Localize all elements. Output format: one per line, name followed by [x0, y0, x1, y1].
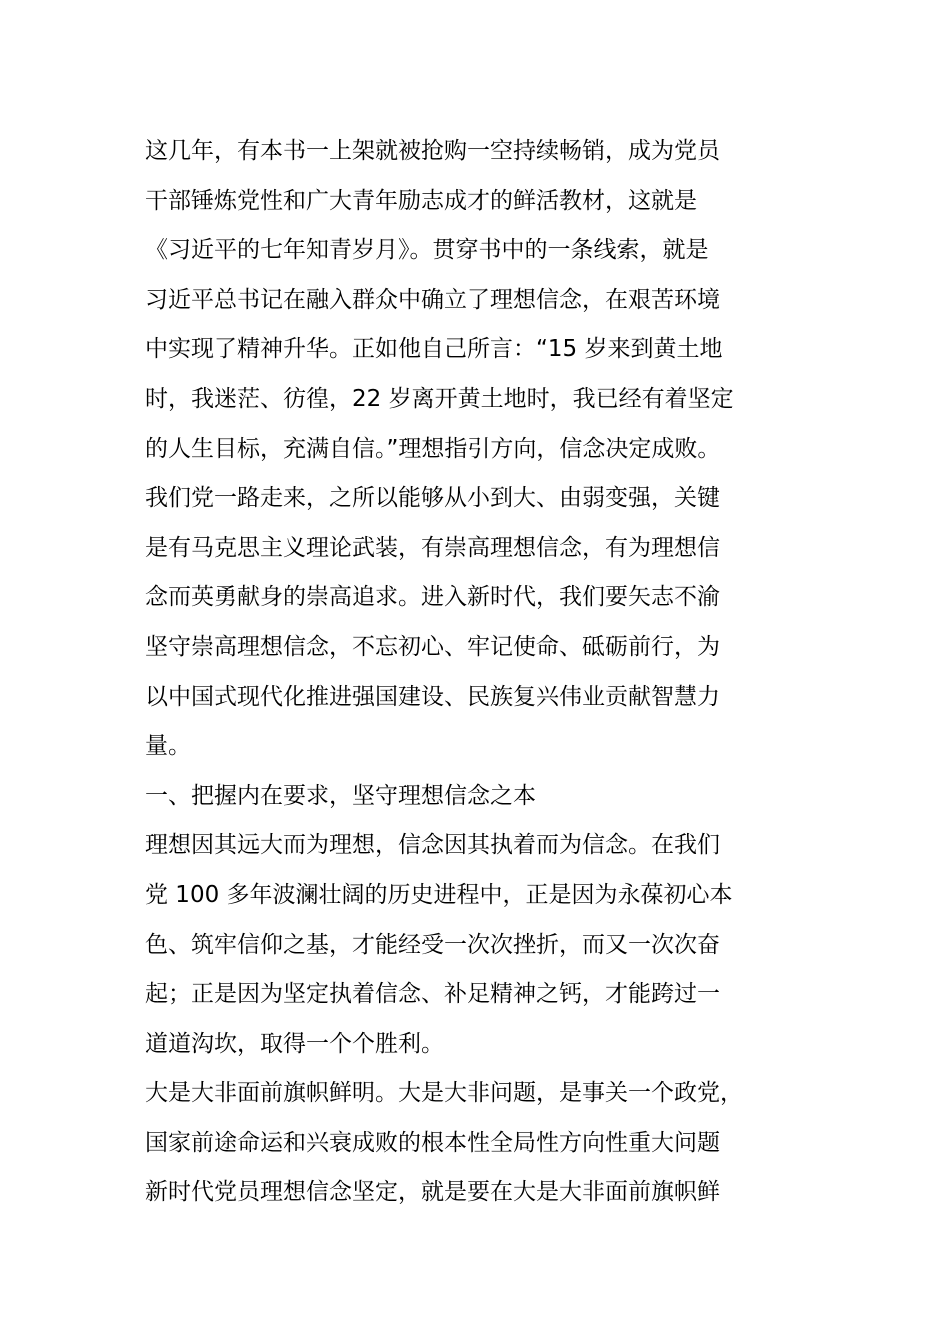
text-line: 我们党一路走来，之所以能够从小到大、由弱变强，关键 [145, 485, 720, 512]
text-line: 干部锤炼党性和广大青年励志成才的鲜活教材，这就是 [145, 187, 697, 214]
text-line: 坚守崇高理想信念，不忘初心、牢记使命、砥砺前行，为 [145, 633, 720, 660]
text-line: 大是大非面前旗帜鲜明。大是大非问题，是事关一个政党， [145, 1080, 743, 1107]
text-line: 理想因其远大而为理想，信念因其执着而为信念。在我们 [145, 832, 720, 859]
document-body [145, 127, 835, 1218]
text-line: 色、筑牢信仰之基，才能经受一次次挫折，而又一次次奋 [145, 931, 720, 958]
text-line: 时，我迷茫、彷徨，22 岁离开黄土地时，我已经有着坚定 [145, 385, 734, 412]
text-line: 国家前途命运和兴衰成败的根本性全局性方向性重大问题 [145, 1129, 720, 1156]
text-line: 念而英勇献身的崇高追求。进入新时代，我们要矢志不渝 [145, 584, 720, 611]
section-heading: 一、把握内在要求，坚守理想信念之本 [145, 782, 536, 809]
text-line: 的人生目标，充满自信。”理想指引方向，信念决定成败。 [145, 435, 721, 462]
text-line: 《习近平的七年知青岁月》。贯穿书中的一条线索，就是 [145, 237, 709, 264]
text-line: 中实现了精神升华。正如他自己所言：“15 岁来到黄土地 [145, 336, 723, 363]
text-line: 习近平总书记在融入群众中确立了理想信念，在艰苦环境 [145, 286, 720, 313]
text-line: 量。 [145, 733, 191, 760]
text-line: 道道沟坎，取得一个个胜利。 [145, 1030, 444, 1057]
text-line: 这几年，有本书一上架就被抢购一空持续畅销，成为党员 [145, 138, 720, 164]
text-line: 起；正是因为坚定执着信念、补足精神之钙，才能跨过一 [145, 981, 720, 1008]
text-line: 以中国式现代化推进强国建设、民族复兴伟业贡献智慧力 [145, 683, 720, 710]
text-line: 党 100 多年波澜壮阔的历史进程中，正是因为永葆初心本 [145, 881, 733, 908]
text-line: 是有马克思主义理论武装，有崇高理想信念，有为理想信 [145, 534, 720, 561]
text-line: 新时代党员理想信念坚定，就是要在大是大非面前旗帜鲜 [145, 1179, 720, 1206]
